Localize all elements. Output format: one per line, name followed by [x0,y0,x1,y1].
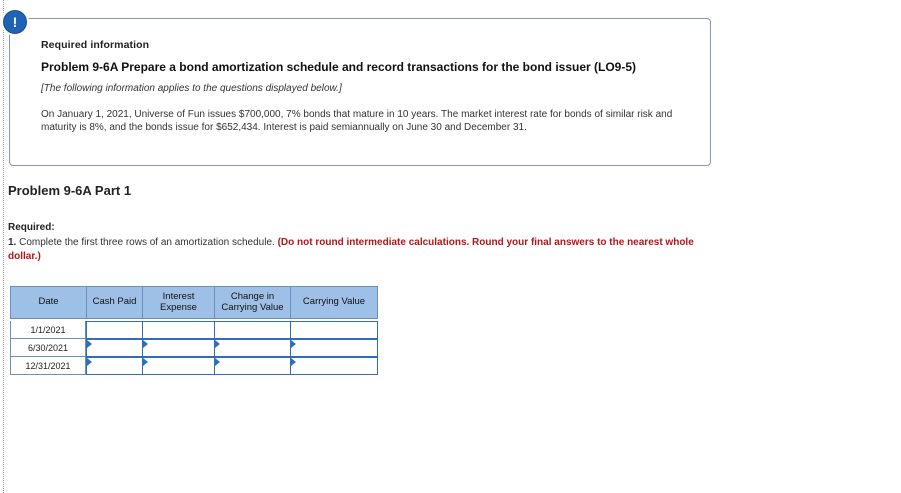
input-marker-icon [87,340,92,348]
info-note: [The following information applies to the questions displayed below.] [41,83,342,94]
carrying-value-cell[interactable] [290,321,378,339]
date-cell: 1/1/2021 [10,321,86,339]
problem-description: On January 1, 2021, Universe of Fun issues $700,000, 7% bonds that mature in 10 years. The market interest rate for bonds of similar risk and maturity is 8%, and the bonds issue for $652,434. Interest is paid semiannually on June 30 and December 31. [41,109,673,133]
carrying-value-cell[interactable] [290,357,378,375]
date-cell: 6/30/2021 [10,339,86,357]
change-carrying-value-input[interactable] [215,342,290,358]
table-row [10,357,378,375]
header-cash-paid: Cash Paid [87,287,143,318]
interest-expense-cell[interactable] [142,321,215,339]
table-row [10,339,378,357]
interest-expense-input[interactable] [143,324,214,340]
interest-expense-cell[interactable] [142,339,215,357]
input-marker-icon [87,358,92,366]
change-carrying-value-cell[interactable] [214,357,291,375]
cash-paid-input[interactable] [87,342,142,358]
amortization-schedule [10,286,378,373]
cash-paid-cell[interactable] [86,357,143,375]
carrying-value-input[interactable] [291,342,377,358]
info-heading: Required information [41,39,150,51]
cash-paid-cell[interactable] [86,339,143,357]
left-dotted-rule [3,0,4,493]
change-carrying-value-input[interactable] [215,360,290,376]
input-marker-icon [143,358,148,366]
header-date: Date [11,287,87,318]
required-label: Required: [8,222,55,233]
cash-paid-cell[interactable] [86,321,143,339]
carrying-value-cell[interactable] [290,339,378,357]
input-marker-icon [291,340,296,348]
rounding-hint: (Do not round intermediate calculations. Round your final answers to the nearest whole dollar.) [8,237,694,262]
carrying-value-input[interactable] [291,360,377,376]
change-carrying-value-cell[interactable] [214,339,291,357]
schedule-header [10,286,378,319]
cash-paid-input[interactable] [87,360,142,376]
interest-expense-cell[interactable] [142,357,215,375]
input-marker-icon [215,358,220,366]
part-title: Problem 9-6A Part 1 [8,183,132,198]
input-marker-icon [291,358,296,366]
problem-title: Problem 9-6A Prepare a bond amortization schedule and record transactions for the bond issuer (LO9-5) [41,60,637,74]
header-interest-expense: Interest Expense [143,287,215,318]
requirement-text [8,236,708,264]
header-carrying-value: Carrying Value [302,296,366,308]
requirement-number: 1. [8,237,17,248]
input-marker-icon [143,340,148,348]
carrying-value-input[interactable] [291,324,377,340]
change-carrying-value-cell[interactable] [214,321,291,339]
table-row [10,321,378,339]
required-information-box [9,18,711,166]
header-change-in-carrying-value: Change in Carrying Value [215,287,291,318]
interest-expense-input[interactable] [143,342,214,358]
date-cell: 12/31/2021 [10,357,86,375]
cash-paid-input[interactable] [87,324,142,340]
interest-expense-input[interactable] [143,360,214,376]
alert-icon: ! [3,10,27,34]
change-carrying-value-input[interactable] [215,324,290,340]
requirement-instruction: Complete the first three rows of an amortization schedule. [16,237,278,248]
input-marker-icon [215,340,220,348]
